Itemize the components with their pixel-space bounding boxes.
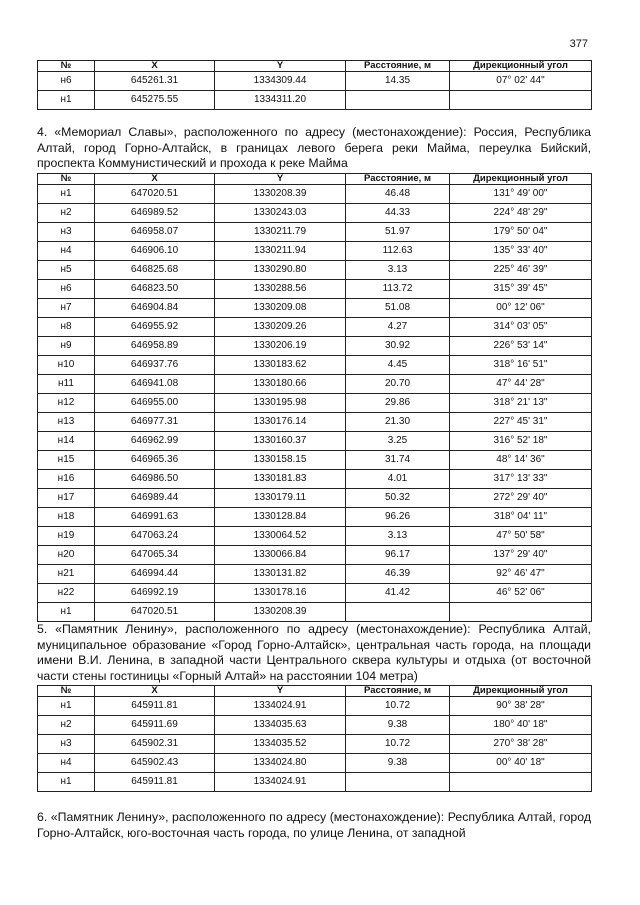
table-row: [38, 242, 592, 261]
header-distance: Расстояние, м: [346, 686, 450, 697]
y-coordinate-cell: 1330290.80: [215, 261, 346, 280]
y-coordinate-cell: 1334309.44: [215, 72, 346, 91]
distance-cell: 10.72: [346, 697, 450, 716]
header-direction-angle: Дирекционный угол: [450, 686, 592, 697]
table-row: [38, 546, 592, 565]
x-coordinate-cell: 647020.51: [95, 185, 215, 204]
x-coordinate-cell: 645911.81: [95, 773, 215, 792]
y-coordinate-cell: 1330064.52: [215, 527, 346, 546]
table-header-row: [38, 686, 592, 697]
y-coordinate-cell: 1330179.11: [215, 489, 346, 508]
x-coordinate-cell: 645911.81: [95, 697, 215, 716]
point-number-cell: н1: [38, 603, 95, 622]
distance-cell: 44.33: [346, 204, 450, 223]
header-direction-angle: Дирекционный угол: [450, 61, 592, 72]
direction-angle-cell: 316° 52' 18": [450, 432, 592, 451]
page-number: 377: [569, 38, 588, 50]
x-coordinate-cell: 646955.92: [95, 318, 215, 337]
point-number-cell: н13: [38, 413, 95, 432]
distance-cell: 14.35: [346, 72, 450, 91]
direction-angle-cell: [450, 603, 592, 622]
distance-cell: 9.38: [346, 754, 450, 773]
distance-cell: 31.74: [346, 451, 450, 470]
table-row: [38, 91, 592, 110]
table-row: [38, 716, 592, 735]
y-coordinate-cell: 1330128.84: [215, 508, 346, 527]
table-header-row: [38, 61, 592, 72]
direction-angle-cell: 272° 29' 40": [450, 489, 592, 508]
header-number: №: [38, 174, 95, 185]
distance-cell: 46.48: [346, 185, 450, 204]
table-header-row: [38, 174, 592, 185]
x-coordinate-cell: 645902.31: [95, 735, 215, 754]
header-y: Y: [215, 174, 346, 185]
distance-cell: 41.42: [346, 584, 450, 603]
direction-angle-cell: 317° 13' 33": [450, 470, 592, 489]
x-coordinate-cell: 645902.43: [95, 754, 215, 773]
distance-cell: [346, 773, 450, 792]
y-coordinate-cell: 1330211.94: [215, 242, 346, 261]
direction-angle-cell: 270° 38' 28": [450, 735, 592, 754]
y-coordinate-cell: 1330066.84: [215, 546, 346, 565]
direction-angle-cell: [450, 91, 592, 110]
point-number-cell: н3: [38, 223, 95, 242]
header-x: X: [95, 174, 215, 185]
distance-cell: 30.92: [346, 337, 450, 356]
y-coordinate-cell: 1330180.66: [215, 375, 346, 394]
direction-angle-cell: 226° 53' 14": [450, 337, 592, 356]
y-coordinate-cell: 1330209.08: [215, 299, 346, 318]
y-coordinate-cell: 1334024.80: [215, 754, 346, 773]
header-distance: Расстояние, м: [346, 61, 450, 72]
distance-cell: 4.45: [346, 356, 450, 375]
y-coordinate-cell: 1330131.82: [215, 565, 346, 584]
point-number-cell: н8: [38, 318, 95, 337]
direction-angle-cell: 47° 44' 28": [450, 375, 592, 394]
x-coordinate-cell: 646994.44: [95, 565, 215, 584]
point-number-cell: н18: [38, 508, 95, 527]
distance-cell: [346, 603, 450, 622]
y-coordinate-cell: 1330183.62: [215, 356, 346, 375]
table-row: [38, 773, 592, 792]
x-coordinate-cell: 646989.52: [95, 204, 215, 223]
distance-cell: 4.01: [346, 470, 450, 489]
x-coordinate-cell: 646825.68: [95, 261, 215, 280]
y-coordinate-cell: 1330195.98: [215, 394, 346, 413]
point-number-cell: н1: [38, 697, 95, 716]
distance-cell: 51.08: [346, 299, 450, 318]
direction-angle-cell: 131° 49' 00": [450, 185, 592, 204]
direction-angle-cell: 227° 45' 31": [450, 413, 592, 432]
point-number-cell: н1: [38, 91, 95, 110]
distance-cell: 4.27: [346, 318, 450, 337]
x-coordinate-cell: 646955.00: [95, 394, 215, 413]
point-number-cell: н16: [38, 470, 95, 489]
y-coordinate-cell: 1330158.15: [215, 451, 346, 470]
coordinates-table-3: [37, 685, 592, 792]
point-number-cell: н3: [38, 735, 95, 754]
x-coordinate-cell: 646989.44: [95, 489, 215, 508]
header-number: №: [38, 61, 95, 72]
table-row: [38, 489, 592, 508]
x-coordinate-cell: 647063.24: [95, 527, 215, 546]
direction-angle-cell: 315° 39' 45": [450, 280, 592, 299]
distance-cell: 10.72: [346, 735, 450, 754]
coordinates-table-1: [37, 60, 592, 110]
y-coordinate-cell: 1334024.91: [215, 773, 346, 792]
point-number-cell: н11: [38, 375, 95, 394]
x-coordinate-cell: 646941.08: [95, 375, 215, 394]
y-coordinate-cell: 1334035.52: [215, 735, 346, 754]
direction-angle-cell: 225° 46' 39": [450, 261, 592, 280]
table-row: [38, 356, 592, 375]
point-number-cell: н12: [38, 394, 95, 413]
direction-angle-cell: 179° 50' 04": [450, 223, 592, 242]
direction-angle-cell: 92° 46' 47": [450, 565, 592, 584]
x-coordinate-cell: 647020.51: [95, 603, 215, 622]
table-row: [38, 432, 592, 451]
distance-cell: 96.17: [346, 546, 450, 565]
direction-angle-cell: 318° 21' 13": [450, 394, 592, 413]
distance-cell: [346, 91, 450, 110]
point-number-cell: н2: [38, 716, 95, 735]
header-y: Y: [215, 61, 346, 72]
x-coordinate-cell: 646906.10: [95, 242, 215, 261]
direction-angle-cell: 46° 52' 06": [450, 584, 592, 603]
header-distance: Расстояние, м: [346, 174, 450, 185]
y-coordinate-cell: 1330206.19: [215, 337, 346, 356]
direction-angle-cell: 318° 04' 11": [450, 508, 592, 527]
table-row: [38, 470, 592, 489]
y-coordinate-cell: 1334024.91: [215, 697, 346, 716]
direction-angle-cell: 318° 16' 51": [450, 356, 592, 375]
header-y: Y: [215, 686, 346, 697]
y-coordinate-cell: 1334035.63: [215, 716, 346, 735]
x-coordinate-cell: 646977.31: [95, 413, 215, 432]
x-coordinate-cell: 646992.19: [95, 584, 215, 603]
point-number-cell: н4: [38, 242, 95, 261]
distance-cell: 3.25: [346, 432, 450, 451]
x-coordinate-cell: 646962.99: [95, 432, 215, 451]
x-coordinate-cell: 645275.55: [95, 91, 215, 110]
distance-cell: 51.97: [346, 223, 450, 242]
table-row: [38, 527, 592, 546]
x-coordinate-cell: 646965.36: [95, 451, 215, 470]
point-number-cell: н6: [38, 72, 95, 91]
point-number-cell: н6: [38, 280, 95, 299]
y-coordinate-cell: 1330178.16: [215, 584, 346, 603]
direction-angle-cell: 314° 03' 05": [450, 318, 592, 337]
table-row: [38, 603, 592, 622]
x-coordinate-cell: 647065.34: [95, 546, 215, 565]
direction-angle-cell: 224° 48' 29": [450, 204, 592, 223]
table-row: [38, 223, 592, 242]
y-coordinate-cell: 1330211.79: [215, 223, 346, 242]
distance-cell: 46.39: [346, 565, 450, 584]
table-row: [38, 394, 592, 413]
table-row: [38, 735, 592, 754]
distance-cell: 9.38: [346, 716, 450, 735]
direction-angle-cell: 137° 29' 40": [450, 546, 592, 565]
y-coordinate-cell: 1330160.37: [215, 432, 346, 451]
point-number-cell: н2: [38, 204, 95, 223]
table-row: [38, 451, 592, 470]
header-x: X: [95, 686, 215, 697]
x-coordinate-cell: 646958.07: [95, 223, 215, 242]
direction-angle-cell: 00° 40' 18": [450, 754, 592, 773]
point-number-cell: н9: [38, 337, 95, 356]
table-row: [38, 508, 592, 527]
x-coordinate-cell: 646958.89: [95, 337, 215, 356]
distance-cell: 20.70: [346, 375, 450, 394]
table-row: [38, 72, 592, 91]
table-row: [38, 584, 592, 603]
table-row: [38, 413, 592, 432]
point-number-cell: н17: [38, 489, 95, 508]
header-direction-angle: Дирекционный угол: [450, 174, 592, 185]
direction-angle-cell: 48° 14' 36": [450, 451, 592, 470]
point-number-cell: н20: [38, 546, 95, 565]
point-number-cell: н15: [38, 451, 95, 470]
y-coordinate-cell: 1330288.56: [215, 280, 346, 299]
section-4-description: 4. «Мемориал Славы», расположенного по адресу (местонахождение): Россия, Республика Алтай, город Горно-Алтайск, в границах левого берега реки Майма, переулка Бийский, проспекта Коммунистический и прохода к реке Майма: [37, 125, 591, 171]
direction-angle-cell: 00° 12' 06": [450, 299, 592, 318]
point-number-cell: н21: [38, 565, 95, 584]
x-coordinate-cell: 646991.63: [95, 508, 215, 527]
direction-angle-cell: 47° 50' 58": [450, 527, 592, 546]
header-number: №: [38, 686, 95, 697]
distance-cell: 29.86: [346, 394, 450, 413]
point-number-cell: н10: [38, 356, 95, 375]
y-coordinate-cell: 1330243.03: [215, 204, 346, 223]
y-coordinate-cell: 1330209.26: [215, 318, 346, 337]
point-number-cell: н19: [38, 527, 95, 546]
x-coordinate-cell: 646823.50: [95, 280, 215, 299]
point-number-cell: н22: [38, 584, 95, 603]
table-row: [38, 337, 592, 356]
point-number-cell: н4: [38, 754, 95, 773]
y-coordinate-cell: 1330181.83: [215, 470, 346, 489]
header-x: X: [95, 61, 215, 72]
section-6-description: 6. «Памятник Ленину», расположенного по адресу (местонахождение): Республика Алтай, город Горно-Алтайск, юго-восточная часть города, по улице Ленина, от западной: [37, 810, 591, 840]
direction-angle-cell: 180° 40' 18": [450, 716, 592, 735]
distance-cell: 3.13: [346, 261, 450, 280]
x-coordinate-cell: 646937.76: [95, 356, 215, 375]
table-row: [38, 299, 592, 318]
table-row: [38, 185, 592, 204]
distance-cell: 50.32: [346, 489, 450, 508]
table-row: [38, 280, 592, 299]
table-row: [38, 318, 592, 337]
point-number-cell: н5: [38, 261, 95, 280]
direction-angle-cell: [450, 773, 592, 792]
x-coordinate-cell: 646986.50: [95, 470, 215, 489]
table-row: [38, 697, 592, 716]
distance-cell: 112.63: [346, 242, 450, 261]
point-number-cell: н1: [38, 185, 95, 204]
direction-angle-cell: 135° 33' 40": [450, 242, 592, 261]
section-5-description: 5. «Памятник Ленину», расположенного по адресу (местонахождение): Республика Алтай, муниципальное образование «Город Горно-Алтайск», центральная часть города, на площади имени В.И. Ленина, в западной части Центрального сквера культуры и отдыха (от восточной части стены гостиницы «Горный Алтай» на расстоянии 104 метра): [37, 622, 591, 683]
table-row: [38, 565, 592, 584]
distance-cell: 3.13: [346, 527, 450, 546]
coordinates-table-2: [37, 173, 592, 622]
direction-angle-cell: 90° 38' 28": [450, 697, 592, 716]
point-number-cell: н7: [38, 299, 95, 318]
table-row: [38, 754, 592, 773]
x-coordinate-cell: 646904.84: [95, 299, 215, 318]
table-row: [38, 261, 592, 280]
y-coordinate-cell: 1330208.39: [215, 185, 346, 204]
point-number-cell: н1: [38, 773, 95, 792]
distance-cell: 113.72: [346, 280, 450, 299]
table-row: [38, 204, 592, 223]
y-coordinate-cell: 1330176.14: [215, 413, 346, 432]
point-number-cell: н14: [38, 432, 95, 451]
distance-cell: 96.26: [346, 508, 450, 527]
distance-cell: 21.30: [346, 413, 450, 432]
x-coordinate-cell: 645911.69: [95, 716, 215, 735]
table-row: [38, 375, 592, 394]
x-coordinate-cell: 645261.31: [95, 72, 215, 91]
direction-angle-cell: 07° 02' 44": [450, 72, 592, 91]
y-coordinate-cell: 1334311.20: [215, 91, 346, 110]
y-coordinate-cell: 1330208.39: [215, 603, 346, 622]
